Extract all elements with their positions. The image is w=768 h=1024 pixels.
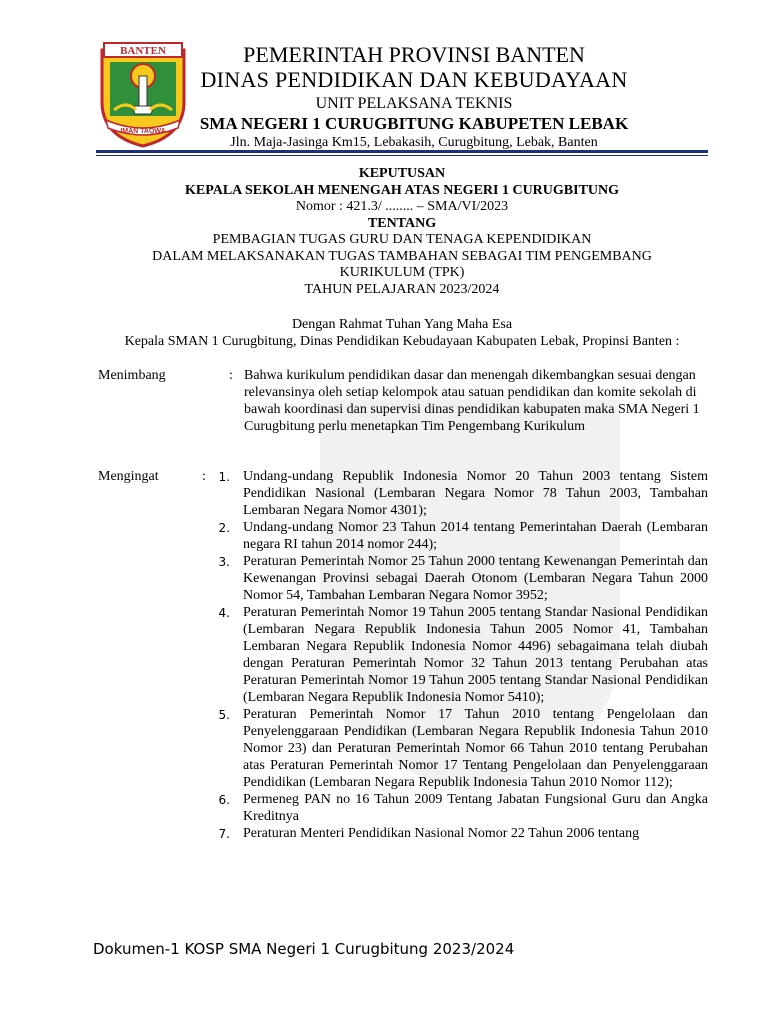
opening-line-2: Kepala SMAN 1 Curugbitung, Dinas Pendidikan Kebudayaan Kabupaten Lebak, Propinsi Banten : (124, 333, 680, 349)
list-item (212, 468, 708, 519)
mengingat-label: Mengingat (98, 469, 159, 484)
mengingat-list (212, 468, 708, 842)
list-item (212, 706, 708, 791)
menimbang-colon: : (229, 368, 233, 383)
list-item-number: 4. (218, 606, 230, 620)
decree-subject-4: TAHUN PELAJARAN 2023/2024 (304, 281, 500, 297)
list-item-number: 7. (218, 827, 230, 841)
list-item (212, 604, 708, 706)
decree-subject-3: KURIKULUM (TPK) (339, 265, 465, 280)
decree-subject-1: PEMBAGIAN TUGAS GURU DAN TENAGA KEPENDIDIKAN (212, 232, 592, 247)
svg-text:IMAN TAQWA: IMAN TAQWA (120, 128, 166, 135)
list-item (212, 791, 708, 825)
list-item-text: Peraturan Menteri Pendidikan Nasional Nomor 22 Tahun 2006 tentang (243, 826, 640, 841)
list-item-text: Peraturan Pemerintah Nomor 17 Tahun 2010 tentang Pengelolaan dan Penyelenggaraan Pendidikan (Lembaran Negara Republik Indonesia Tahun 2010 Nomor 23) dan Peraturan Pemerintah Nomor 66 Tahun 2010 tentang Perubahan atas Peraturan Pemerintah Nomor 17 Tentang Pengelolaan dan Penyelenggaraan Pendidikan (Lembaran Negara Republik Indonesia Tahun 2010 Nomor 112); (243, 707, 708, 790)
list-item-number: 2. (218, 521, 230, 535)
menimbang-text: Bahwa kurikulum pendidikan dasar dan menengah dikembangkan sesuai dengan relevansinya oleh setiap kelompok atau satuan pendidikan dan komite sekolah di bawah koordinasi dan supervisi dinas pendidikan kabupaten maka SMA Negeri 1 Curugbitung perlu menetapkan Tim Pengembang Kurikulum (244, 368, 700, 434)
letterhead-government: PEMERINTAH PROVINSI BANTEN (243, 42, 585, 67)
list-item-number: 3. (218, 555, 230, 569)
opening-block (92, 317, 712, 350)
svg-text:BANTEN: BANTEN (120, 45, 166, 57)
letterhead (196, 42, 632, 152)
list-item (212, 825, 708, 842)
list-item-text: Peraturan Pemerintah Nomor 25 Tahun 2000 tentang Kewenangan Pemerintah dan Kewenangan Provinsi sebagai Daerah Otonom (Lembaran Negara Tahun 2000 Nomor 54, Tambahan Lembaran Negara Nomor 3952; (243, 554, 708, 603)
list-item-text: Permeneg PAN no 16 Tahun 2009 Tentang Jabatan Fungsional Guru dan Angka Kreditnya (243, 792, 708, 824)
page-footer: Dokumen-1 KOSP SMA Negeri 1 Curugbitung 2023/2024 (93, 940, 515, 958)
letterhead-rule-thin (96, 155, 708, 156)
mengingat-colon: : (202, 469, 206, 484)
letterhead-agency: DINAS PENDIDIKAN DAN KEBUDAYAAN (200, 67, 628, 92)
banten-logo (96, 40, 190, 148)
list-item-number: 5. (218, 708, 230, 722)
decree-number: Nomor : 421.3/ ........ – SMA/VI/2023 (295, 199, 509, 214)
list-item-text: Peraturan Pemerintah Nomor 19 Tahun 2005 tentang Standar Nasional Pendidikan (Lembaran Negara Republik Indonesia Tahun 2005 Nomor 41, Tambahan Lembaran Negara Republik Indonesia Nomor 4496) sebagaimana telah diubah dengan Peraturan Pemerintah Nomor 32 Tahun 2013 tentang Perubahan atas Peraturan Pemerintah Nomor 19 Tahun 2005 tentang Standar Nasional Pendidikan (Lembaran Negara Republik Indonesia Nomor 5410); (243, 605, 708, 705)
list-item-text: Undang-undang Republik Indonesia Nomor 20 Tahun 2003 tentang Sistem Pendidikan Nasional (Lembaran Negara Nomor 78 Tahun 2003, Tambahan Lembaran Negara Nomor 4301); (243, 469, 708, 518)
letterhead-school: SMA NEGERI 1 CURUGBITUNG KABUPETEN LEBAK (199, 114, 629, 133)
list-item-number: 1. (218, 470, 230, 484)
letterhead-address: Jln. Maja-Jasinga Km15, Lebakasih, Curugbitung, Lebak, Banten (230, 135, 598, 150)
decree-about: TENTANG (367, 215, 437, 231)
letterhead-unit: UNIT PELAKSANA TEKNIS (315, 95, 513, 112)
list-item (212, 553, 708, 604)
decree-issuer: KEPALA SEKOLAH MENENGAH ATAS NEGERI 1 CURUGBITUNG (184, 182, 620, 198)
list-item-number: 6. (218, 793, 230, 807)
decree-subject-2: DALAM MELAKSANAKAN TUGAS TAMBAHAN SEBAGAI TIM PENGEMBANG (152, 248, 652, 264)
list-item-text: Undang-undang Nomor 23 Tahun 2014 tentang Pemerintahan Daerah (Lembaran negara RI tahun 2014 nomor 244); (243, 520, 708, 552)
letterhead-rule-thick (96, 150, 708, 153)
decree-title-block (96, 166, 708, 298)
decree-heading: KEPUTUSAN (358, 166, 446, 181)
menimbang-label: Menimbang (98, 368, 166, 383)
opening-line-1: Dengan Rahmat Tuhan Yang Maha Esa (291, 317, 513, 332)
list-item (212, 519, 708, 553)
